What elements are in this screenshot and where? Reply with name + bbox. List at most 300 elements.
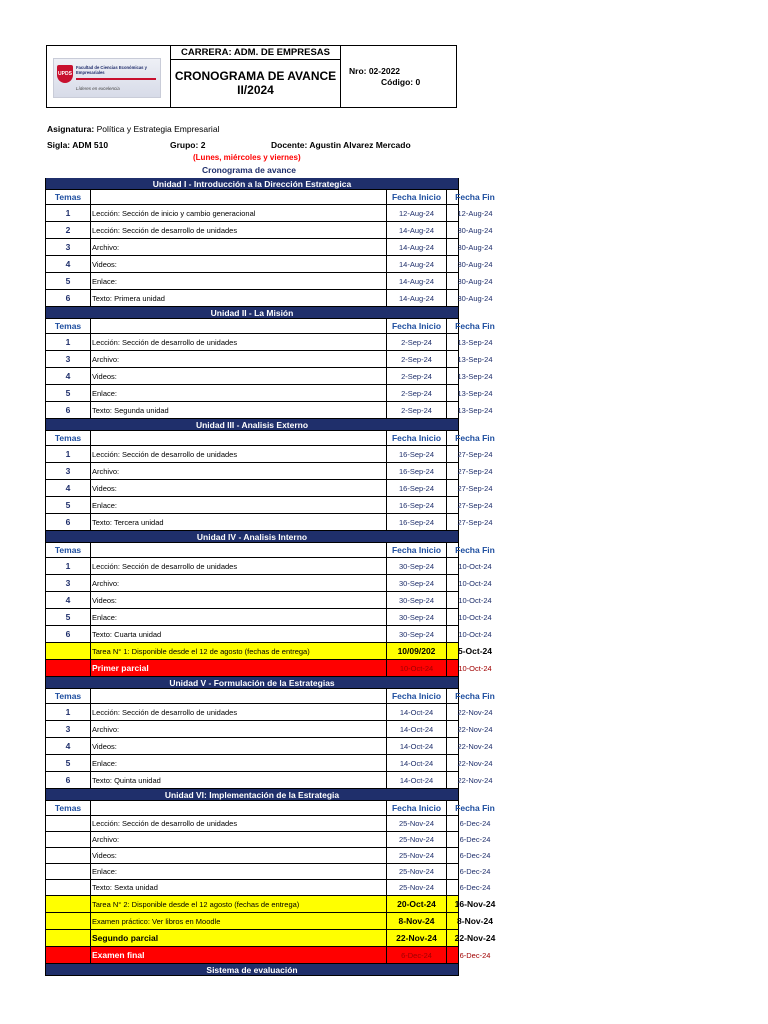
fecha-inicio-text: 2-Sep-24 [401, 354, 432, 364]
unit-header: Unidad V - Formulación de la Estrategias [46, 677, 458, 689]
col-temas-text: Temas [54, 803, 82, 813]
table-row [46, 273, 493, 290]
tema-description-text: Videos: [92, 259, 117, 269]
fecha-inicio-text: 14-Oct-24 [399, 741, 434, 751]
fecha-fin-text: 22-Nov-24 [457, 775, 493, 785]
fecha-inicio [387, 896, 447, 912]
tema-description-text: Enlace: [92, 867, 118, 876]
fecha-fin [447, 721, 503, 737]
fecha-inicio [387, 446, 447, 462]
fecha-fin [447, 738, 503, 754]
tema-number [46, 772, 91, 788]
document-code: Código: 0 [381, 77, 421, 87]
fecha-fin-text: 22-Nov-24 [457, 758, 493, 768]
tema-description [91, 239, 387, 255]
fecha-inicio-text: 16-Sep-24 [398, 449, 435, 459]
fecha-inicio-text: 25-Nov-24 [398, 883, 435, 892]
tema-description [91, 463, 387, 479]
fecha-inicio-text: 14-Aug-24 [398, 242, 435, 252]
tema-number-text: 6 [65, 293, 71, 303]
fecha-inicio [387, 880, 447, 895]
title-line-1: CRONOGRAMA DE AVANCE [174, 69, 337, 83]
fecha-fin [447, 575, 503, 591]
table-row [46, 704, 493, 721]
tema-number-text: 4 [65, 595, 71, 605]
col-temas [46, 689, 91, 703]
col-desc [91, 190, 387, 204]
unit-header: Unidad I - Introducción a la Dirección Estrategica [46, 178, 458, 190]
tema-description-text: Videos: [92, 741, 117, 751]
deliverable-row [46, 930, 496, 947]
tema-number-text: 3 [65, 466, 71, 476]
tema-description-text: Archivo: [92, 242, 120, 252]
table-row [46, 880, 491, 896]
table-row [46, 402, 493, 419]
fecha-fin-text: 8-Nov-24 [457, 916, 493, 926]
tema-description [91, 385, 387, 401]
tema-number-text: 2 [65, 225, 71, 235]
tema-description [91, 626, 387, 642]
tema-description [91, 290, 387, 306]
fecha-fin-text: 10-Oct-24 [458, 561, 492, 571]
tema-description-text: Texto: Primera unidad [92, 293, 165, 303]
sigla: Sigla: ADM 510 [47, 140, 109, 150]
fecha-inicio-text: 25-Nov-24 [398, 851, 435, 860]
deliverable-row [46, 896, 496, 913]
asignatura-label: Asignatura: [47, 124, 95, 134]
tema-number [46, 626, 91, 642]
table-row [46, 368, 493, 385]
fecha-inicio [387, 402, 447, 418]
tema-number-text: 1 [65, 561, 71, 571]
table-row [46, 864, 491, 880]
fecha-fin-text: 27-Sep-24 [457, 483, 493, 493]
tema-description-text: Segundo parcial [92, 933, 159, 943]
tema-description [91, 334, 387, 350]
fecha-fin [447, 273, 503, 289]
fecha-inicio [387, 848, 447, 863]
fecha-fin [447, 205, 503, 221]
fecha-inicio-text: 14-Aug-24 [398, 225, 435, 235]
col-fecha-fin [447, 431, 503, 445]
table-row [46, 480, 493, 497]
class-days: (Lunes, miércoles y viernes) [193, 153, 301, 162]
table-row [46, 351, 493, 368]
tema-number [46, 222, 91, 238]
tema-description-text: Lección: Sección de desarrollo de unidades [92, 225, 238, 235]
tema-number-text: 3 [65, 242, 71, 252]
column-header-row [46, 689, 495, 704]
tema-description-text: Lección: Sección de desarrollo de unidades [92, 561, 238, 571]
fecha-fin-text: 27-Sep-24 [457, 500, 493, 510]
tema-description-text: Archivo: [92, 466, 120, 476]
tema-number-text: 1 [65, 208, 71, 218]
fecha-inicio [387, 290, 447, 306]
tema-description [91, 273, 387, 289]
tema-description-text: Examen práctico: Ver libros en Moodle [92, 916, 221, 926]
column-header-row [46, 431, 495, 446]
fecha-inicio-text: 30-Sep-24 [398, 578, 435, 588]
tema-description-text: Primer parcial [92, 663, 149, 673]
tema-number [46, 880, 91, 895]
fecha-inicio [387, 205, 447, 221]
tema-description-text: Videos: [92, 371, 117, 381]
logo-cell [47, 46, 171, 107]
title-cell [171, 46, 341, 107]
tema-description [91, 592, 387, 608]
tema-description-text: Lección: Sección de desarrollo de unidades [92, 449, 238, 459]
fecha-inicio-text: 2-Sep-24 [401, 405, 432, 415]
col-fecha-fin-text: Fecha Fin [455, 691, 495, 701]
tema-description [91, 913, 387, 929]
table-row [46, 205, 493, 222]
fecha-fin-text: 6-Dec-24 [459, 950, 491, 960]
tema-description [91, 497, 387, 513]
fecha-inicio [387, 480, 447, 496]
fecha-fin [447, 558, 503, 574]
tema-description [91, 256, 387, 272]
fecha-inicio [387, 514, 447, 530]
tema-description-text: Enlace: [92, 388, 118, 398]
tema-description-text: Enlace: [92, 758, 118, 768]
fecha-fin-text: 27-Sep-24 [457, 466, 493, 476]
document-header [46, 45, 457, 108]
tema-number-text: 6 [65, 517, 71, 527]
tema-number [46, 239, 91, 255]
tema-description-text: Enlace: [92, 612, 118, 622]
tema-description [91, 660, 387, 676]
tema-number [46, 290, 91, 306]
tema-description [91, 721, 387, 737]
fecha-inicio [387, 592, 447, 608]
col-temas-text: Temas [54, 691, 82, 701]
tema-description [91, 848, 387, 863]
col-desc [91, 319, 387, 333]
table-row [46, 575, 492, 592]
fecha-inicio-text: 25-Nov-24 [398, 835, 435, 844]
university-emblem-icon: UPDS [57, 65, 73, 83]
faculty-logo [53, 58, 161, 98]
fecha-inicio [387, 660, 447, 676]
tema-description [91, 643, 387, 659]
tema-description [91, 514, 387, 530]
tema-number-text: 3 [65, 724, 71, 734]
fecha-inicio-text: 16-Sep-24 [398, 483, 435, 493]
fecha-inicio [387, 626, 447, 642]
tema-number [46, 368, 91, 384]
tema-number-text: 4 [65, 259, 71, 269]
fecha-fin [447, 816, 503, 831]
fecha-fin [447, 609, 503, 625]
tema-description-text: Texto: Cuarta unidad [92, 629, 162, 639]
fecha-inicio [387, 816, 447, 831]
schedule-subtitle: Cronograma de avance [202, 165, 297, 175]
tema-number-text: 5 [65, 758, 71, 768]
fecha-inicio [387, 755, 447, 771]
fecha-inicio [387, 222, 447, 238]
tema-number-text: 1 [65, 707, 71, 717]
fecha-fin-text: 22-Nov-24 [457, 741, 493, 751]
fecha-inicio-text: 14-Oct-24 [399, 775, 434, 785]
tema-description-text: Examen final [92, 950, 145, 960]
tema-description-text: Videos: [92, 851, 117, 860]
fecha-fin [447, 930, 503, 946]
fecha-fin [447, 497, 503, 513]
table-row [46, 222, 493, 239]
fecha-fin [447, 913, 503, 929]
tema-number [46, 660, 91, 676]
tema-description-text: Archivo: [92, 835, 120, 844]
table-row [46, 256, 493, 273]
fecha-inicio-text: 2-Sep-24 [401, 371, 432, 381]
tema-number [46, 558, 91, 574]
column-header-row [46, 190, 495, 205]
tema-number-text: 5 [65, 612, 71, 622]
col-fecha-inicio-text: Fecha Inicio [391, 321, 442, 331]
grupo: Grupo: 2 [170, 140, 206, 150]
fecha-fin [447, 514, 503, 530]
fecha-inicio-text: 30-Sep-24 [398, 595, 435, 605]
exam-row [46, 947, 491, 964]
fecha-inicio-text: 12-Aug-24 [398, 208, 435, 218]
col-fecha-inicio-text: Fecha Inicio [391, 803, 442, 813]
fecha-inicio-text: 30-Sep-24 [398, 561, 435, 571]
fecha-fin-text: 13-Sep-24 [457, 405, 493, 415]
tema-description-text: Archivo: [92, 354, 120, 364]
col-fecha-inicio-text: Fecha Inicio [391, 192, 442, 202]
tema-number [46, 592, 91, 608]
fecha-fin [447, 880, 503, 895]
col-fecha-inicio [387, 431, 447, 445]
fecha-fin-text: 13-Sep-24 [457, 354, 493, 364]
fecha-fin-text: 6-Dec-24 [459, 867, 491, 876]
table-row [46, 334, 493, 351]
tema-number [46, 643, 91, 659]
col-temas-text: Temas [54, 433, 82, 443]
fecha-inicio [387, 609, 447, 625]
fecha-fin-text: 30-Aug-24 [457, 293, 493, 303]
col-temas-text: Temas [54, 545, 82, 555]
tema-description [91, 930, 387, 946]
fecha-inicio-text: 8-Nov-24 [398, 916, 435, 926]
tema-number [46, 864, 91, 879]
fecha-fin-text: 16-Nov-24 [454, 899, 496, 909]
tema-number-text: 6 [65, 775, 71, 785]
table-row [46, 446, 493, 463]
deliverable-row [46, 913, 493, 930]
fecha-inicio [387, 832, 447, 847]
tema-number [46, 402, 91, 418]
tema-description [91, 222, 387, 238]
fecha-inicio [387, 864, 447, 879]
fecha-fin [447, 704, 503, 720]
fecha-fin-text: 27-Sep-24 [457, 449, 493, 459]
fecha-inicio [387, 930, 447, 946]
tema-description-text: Archivo: [92, 578, 120, 588]
fecha-fin [447, 334, 503, 350]
tema-description [91, 738, 387, 754]
tema-description [91, 704, 387, 720]
logo-slogan: Líderes en excelencia [76, 86, 120, 91]
col-fecha-fin-text: Fecha Fin [455, 192, 495, 202]
fecha-inicio [387, 947, 447, 963]
fecha-inicio-text: 30-Sep-24 [398, 612, 435, 622]
fecha-fin [447, 239, 503, 255]
col-desc [91, 801, 387, 815]
tema-description-text: Videos: [92, 483, 117, 493]
table-row [46, 239, 493, 256]
tema-number [46, 913, 91, 929]
col-desc [91, 431, 387, 445]
fecha-fin [447, 290, 503, 306]
fecha-inicio-text: 16-Sep-24 [398, 517, 435, 527]
tema-description-text: Tarea N° 2: Disponible desde el 12 agosto (fechas de entrega) [92, 899, 300, 909]
tema-description-text: Lección: Sección de inicio y cambio generacional [92, 208, 256, 218]
fecha-fin [447, 643, 503, 659]
col-fecha-inicio [387, 689, 447, 703]
fecha-fin [447, 864, 503, 879]
table-row [46, 626, 492, 643]
tema-number-text: 1 [65, 449, 71, 459]
unit-header: Unidad II - La Misión [46, 307, 458, 319]
table-row [46, 497, 493, 514]
fecha-fin [447, 402, 503, 418]
fecha-inicio [387, 738, 447, 754]
fecha-inicio [387, 239, 447, 255]
fecha-inicio [387, 463, 447, 479]
tema-description [91, 368, 387, 384]
fecha-fin-text: 22-Nov-24 [457, 707, 493, 717]
col-temas [46, 801, 91, 815]
tema-number-text: 4 [65, 741, 71, 751]
tema-number-text: 3 [65, 578, 71, 588]
fecha-inicio-text: 2-Sep-24 [401, 337, 432, 347]
fecha-fin [447, 755, 503, 771]
code-cell [341, 46, 456, 107]
fecha-fin [447, 896, 503, 912]
fecha-fin-text: 30-Aug-24 [457, 242, 493, 252]
tema-description [91, 816, 387, 831]
tema-description [91, 558, 387, 574]
tema-description-text: Lección: Sección de desarrollo de unidades [92, 337, 238, 347]
fecha-fin-text: 5-Oct-24 [457, 646, 492, 656]
tema-number [46, 205, 91, 221]
fecha-fin [447, 480, 503, 496]
fecha-fin [447, 832, 503, 847]
unit-header: Unidad III - Analisis Externo [46, 419, 458, 431]
col-fecha-fin-text: Fecha Fin [455, 545, 495, 555]
fecha-fin-text: 13-Sep-24 [457, 371, 493, 381]
table-row [46, 463, 493, 480]
fecha-inicio [387, 368, 447, 384]
tema-description-text: Texto: Quinta unidad [92, 775, 161, 785]
tema-number-text: 5 [65, 500, 71, 510]
tema-description [91, 205, 387, 221]
fecha-inicio [387, 273, 447, 289]
fecha-inicio [387, 558, 447, 574]
table-row [46, 609, 492, 626]
table-row [46, 558, 492, 575]
tema-number [46, 497, 91, 513]
fecha-inicio-text: 14-Oct-24 [399, 707, 434, 717]
tema-description [91, 609, 387, 625]
col-temas [46, 319, 91, 333]
tema-number-text: 1 [65, 337, 71, 347]
fecha-inicio-text: 10/09/202 [397, 646, 436, 656]
tema-description [91, 832, 387, 847]
tema-description-text: Enlace: [92, 276, 118, 286]
tema-number [46, 463, 91, 479]
col-fecha-inicio [387, 801, 447, 815]
table-row [46, 848, 491, 864]
asignatura-line [47, 124, 219, 134]
tema-number-text: 5 [65, 388, 71, 398]
tema-number [46, 721, 91, 737]
fecha-inicio [387, 704, 447, 720]
table-row [46, 738, 493, 755]
fecha-fin [447, 351, 503, 367]
tema-description [91, 446, 387, 462]
fecha-fin-text: 13-Sep-24 [457, 337, 493, 347]
tema-number [46, 930, 91, 946]
title-line-2: II/2024 [237, 83, 274, 97]
document-number: Nro: 02-2022 [349, 66, 401, 76]
tema-description [91, 772, 387, 788]
fecha-inicio-text: 2-Sep-24 [401, 388, 432, 398]
tema-description-text: Lección: Sección de desarrollo de unidades [92, 819, 238, 828]
fecha-inicio-text: 14-Aug-24 [398, 276, 435, 286]
tema-description-text: Archivo: [92, 724, 120, 734]
col-fecha-fin-text: Fecha Fin [455, 803, 495, 813]
col-fecha-fin [447, 801, 503, 815]
tema-number [46, 514, 91, 530]
fecha-fin [447, 626, 503, 642]
evaluation-header: Sistema de evaluación [46, 964, 458, 976]
tema-number [46, 704, 91, 720]
logo-text: Facultad de Ciencias Económicas y Empresariales [76, 65, 147, 75]
tema-number [46, 609, 91, 625]
col-temas [46, 543, 91, 557]
column-header-row [46, 543, 495, 558]
table-row [46, 514, 493, 531]
fecha-inicio [387, 772, 447, 788]
fecha-inicio [387, 334, 447, 350]
col-temas-text: Temas [54, 192, 82, 202]
fecha-inicio [387, 497, 447, 513]
tema-number [46, 896, 91, 912]
unit-header: Unidad VI: Implementación de la Estrategia [46, 789, 458, 801]
col-temas-text: Temas [54, 321, 82, 331]
fecha-fin [447, 256, 503, 272]
tema-number-text: 6 [65, 629, 71, 639]
fecha-inicio-text: 14-Oct-24 [399, 724, 434, 734]
schedule-table [45, 178, 496, 976]
col-temas [46, 190, 91, 204]
col-fecha-fin-text: Fecha Fin [455, 433, 495, 443]
col-fecha-fin [447, 543, 503, 557]
tema-number [46, 256, 91, 272]
fecha-fin-text: 10-Oct-24 [458, 595, 492, 605]
fecha-fin-text: 12-Aug-24 [457, 208, 493, 218]
fecha-fin [447, 848, 503, 863]
tema-number [46, 273, 91, 289]
fecha-fin [447, 947, 503, 963]
fecha-inicio-text: 25-Nov-24 [398, 819, 435, 828]
fecha-fin-text: 30-Aug-24 [457, 225, 493, 235]
tema-description [91, 575, 387, 591]
fecha-fin-text: 6-Dec-24 [459, 851, 491, 860]
tema-number [46, 816, 91, 831]
